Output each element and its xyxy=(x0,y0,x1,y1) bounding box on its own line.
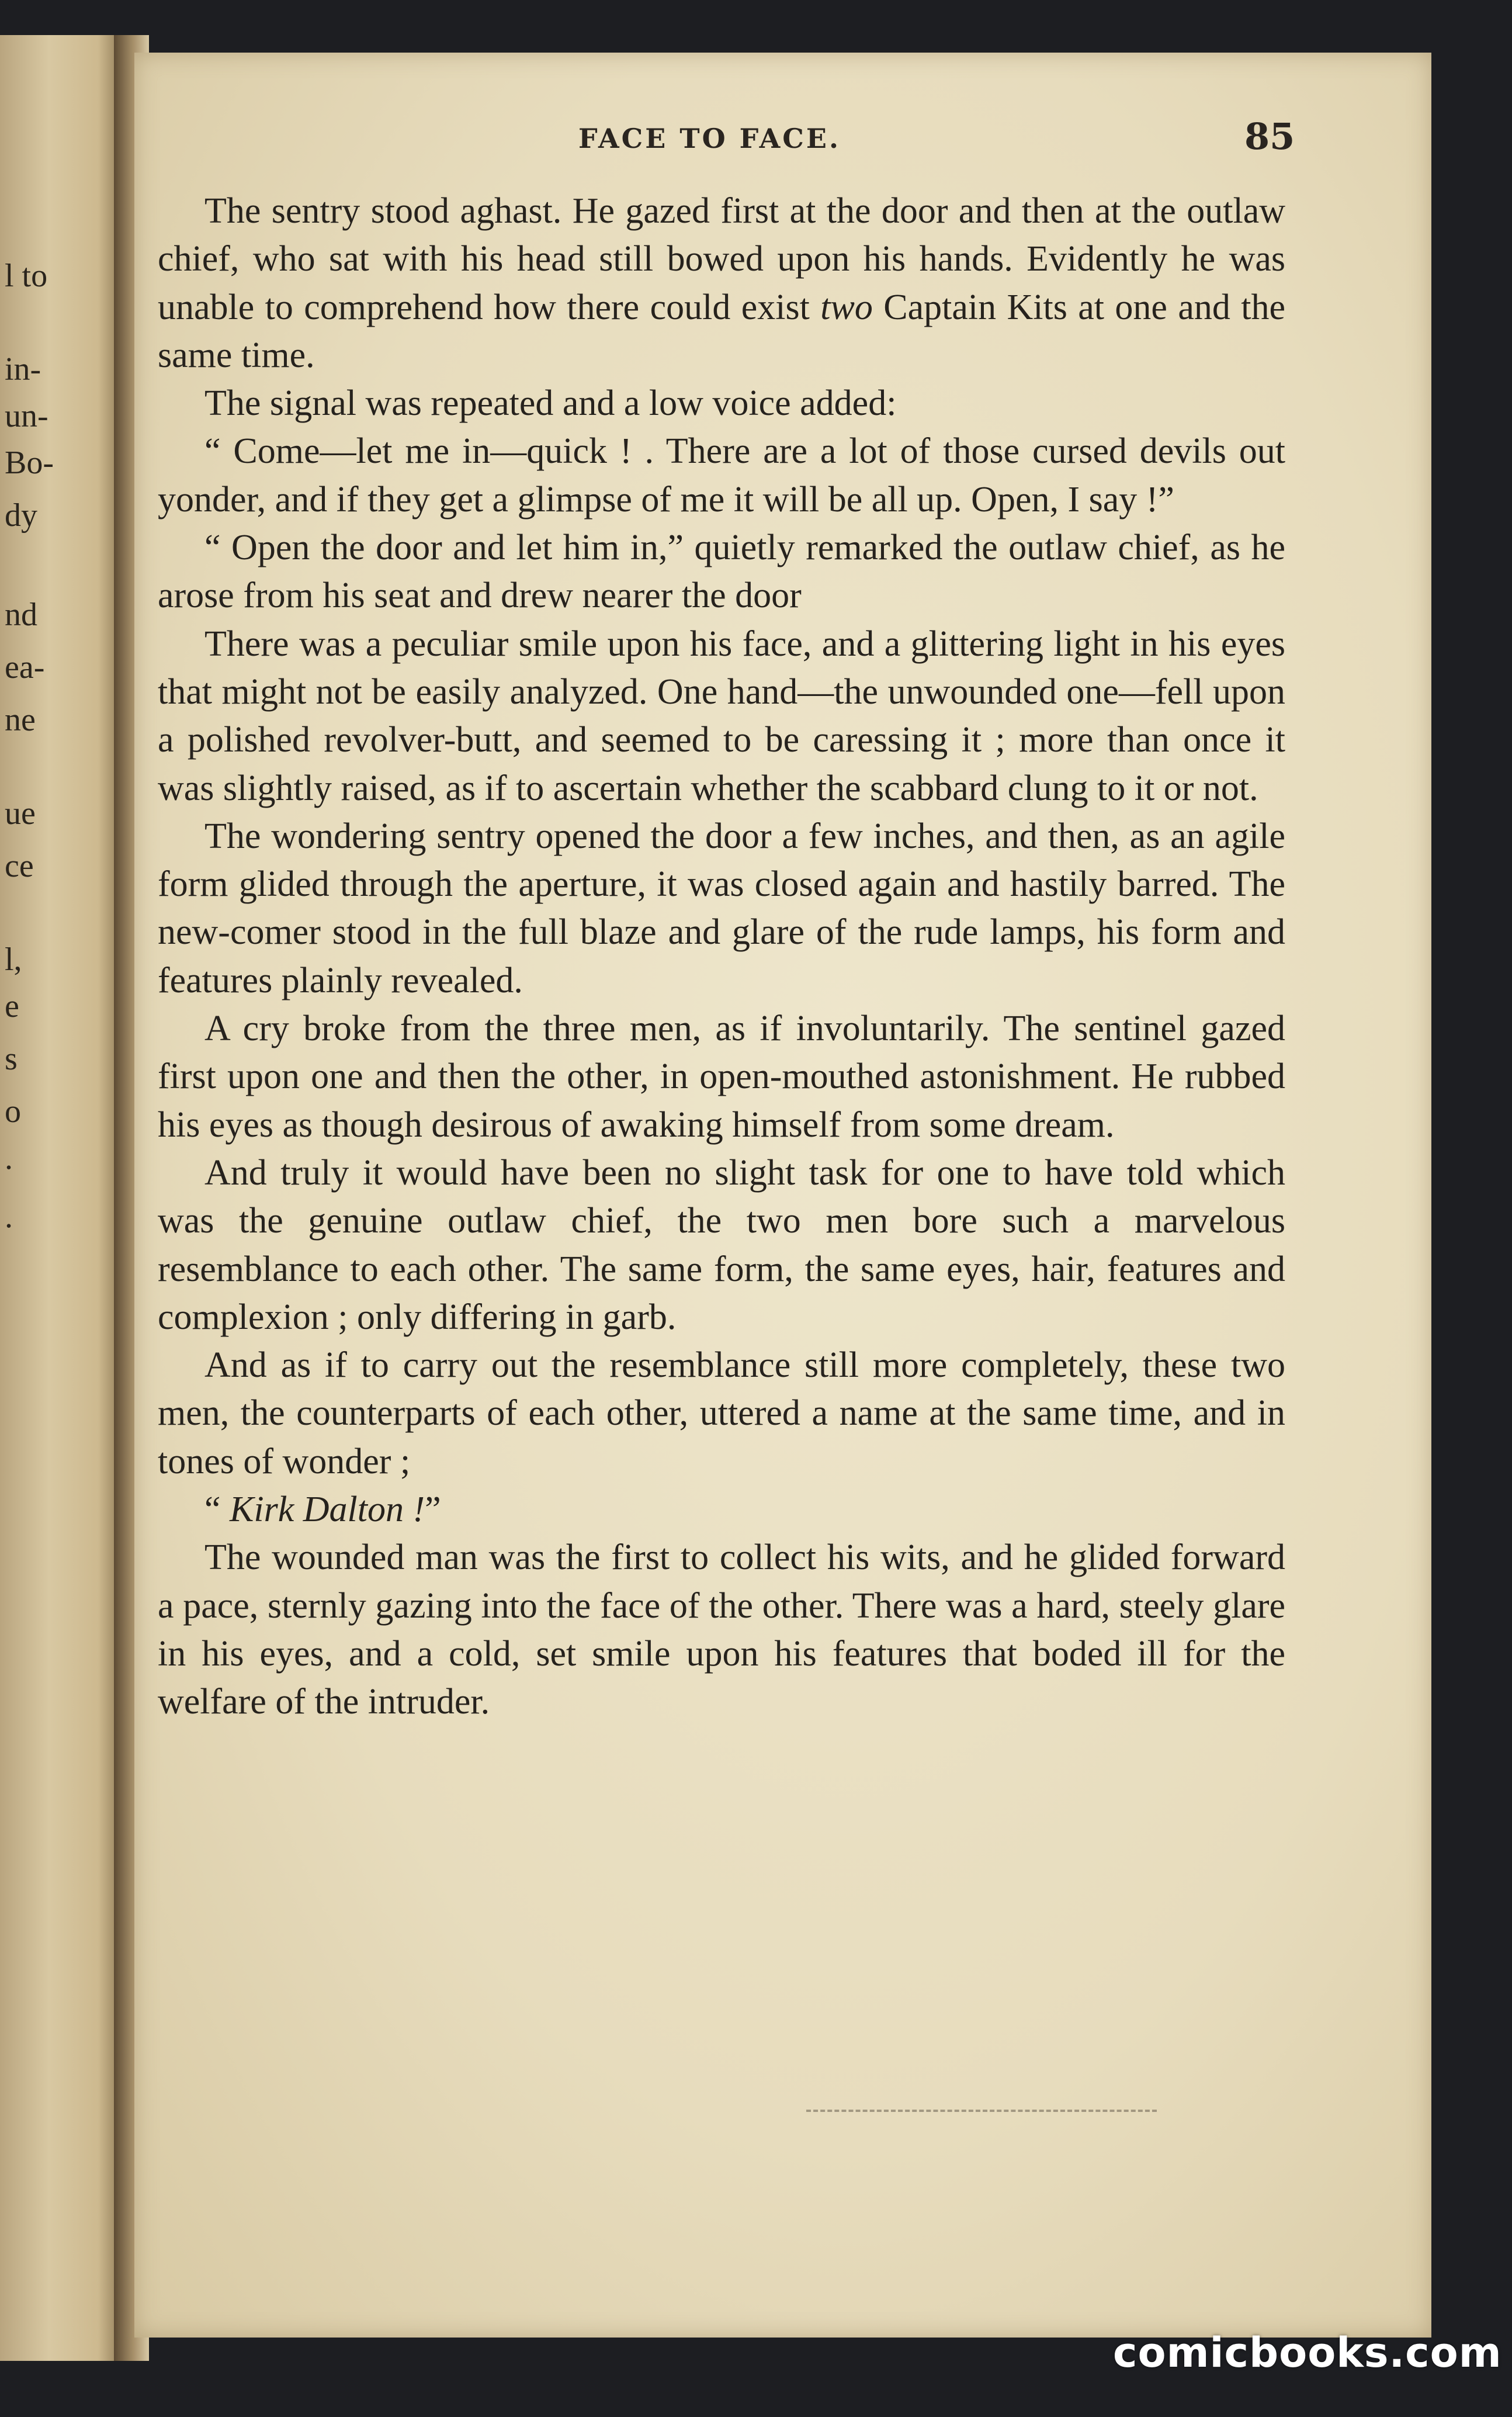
book-page xyxy=(134,53,1431,2338)
paragraph: And truly it would have been no slight task for one to have told which was the genuine outlaw chief, the two men bore such a marvelous resemblance to each other. The same form, the same eyes, hair, features and complexion ; only differing in garb. xyxy=(158,1152,1285,1337)
page-body xyxy=(158,187,1285,1726)
page-header xyxy=(134,114,1431,167)
paragraph: The signal was repeated and a low voice added: xyxy=(204,383,897,424)
paragraph xyxy=(158,187,1285,379)
italic-word: two xyxy=(820,287,873,327)
paragraph: “ Come—let me in—quick ! . There are a lot of those cursed devils out yonder, and if they get a glimpse of me it will be all up. Open, I say !” xyxy=(158,431,1285,520)
close-quote: ” xyxy=(425,1490,441,1530)
page-number: 85 xyxy=(1244,115,1295,158)
facing-page-fragment: ce xyxy=(5,848,34,884)
paragraph-text: The sentry stood aghast. He gazed first at the door and then at the outlaw chief, who sat with his head still bowed upon his hands. Evidently he was unable to comprehend how there could exist xyxy=(158,191,1285,327)
running-head: FACE TO FACE. xyxy=(578,123,841,154)
facing-page-fragment: dy xyxy=(5,497,37,534)
paragraph-text: Captain Kits at one and the same time. xyxy=(158,287,1285,375)
facing-page-edge xyxy=(0,35,123,2361)
paragraph: There was a peculiar smile upon his face, and a glittering light in his eyes that might not be easily analyzed. One hand—the unwounded one—fell upon a polished revolver-butt, and seemed to be caressing it ; more than once it was slightly raised, as if to ascertain whether the scabbard clung to it or not. xyxy=(158,624,1285,808)
site-watermark: comicbooks.com xyxy=(1113,2329,1502,2377)
paragraph: And as if to carry out the resemblance still more completely, these two men, the counterparts of each other, uttered a name at the same time, and in tones of wonder ; xyxy=(158,1345,1285,1481)
facing-page-fragment: . xyxy=(5,1140,13,1176)
facing-page-fragment: ne xyxy=(5,702,36,738)
paragraph: The wounded man was the first to collect his wits, and he glided forward a pace, sternly gazing into the face of the other. There was a hard, steely glare in his eyes, and a cold, set smile upon his features that boded ill for the welfare of the intruder. xyxy=(158,1538,1285,1722)
facing-page-fragment: o xyxy=(5,1093,21,1130)
facing-page-fragment: Bo- xyxy=(5,445,54,481)
facing-page-fragment: ea- xyxy=(5,649,45,685)
facing-page-fragment: l to xyxy=(5,258,48,294)
exclaimed-name: Kirk Dalton ! xyxy=(230,1490,425,1530)
facing-page-fragment: in- xyxy=(5,351,41,387)
paragraph: The wondering sentry opened the door a few inches, and then, as an agile form glided through the aperture, it was closed again and hastily barred. The new-comer stood in the full blaze and glare of the rude lamps, his form and features plainly revealed. xyxy=(158,816,1285,1000)
facing-page-fragment: un- xyxy=(5,398,48,434)
paragraph: “ Open the door and let him in,” quietly remarked the outlaw chief, as he arose from his seat and drew nearer the door xyxy=(158,528,1285,616)
facing-page-fragment: . xyxy=(5,1199,13,1235)
exclamation-line xyxy=(158,1485,1285,1533)
section-rule xyxy=(806,2110,1157,2112)
facing-page-fragment: nd xyxy=(5,597,37,633)
facing-page-fragment: e xyxy=(5,988,19,1024)
facing-page-fragment: s xyxy=(5,1041,18,1077)
facing-page-fragment: ue xyxy=(5,795,36,832)
facing-page-fragment: l, xyxy=(5,941,22,978)
paragraph: A cry broke from the three men, as if involuntarily. The sentinel gazed first upon one and then the other, in open-mouthed astonishment. He rubbed his eyes as though desirous of awaking himself from some dream. xyxy=(158,1009,1285,1145)
open-quote: “ xyxy=(204,1490,230,1530)
